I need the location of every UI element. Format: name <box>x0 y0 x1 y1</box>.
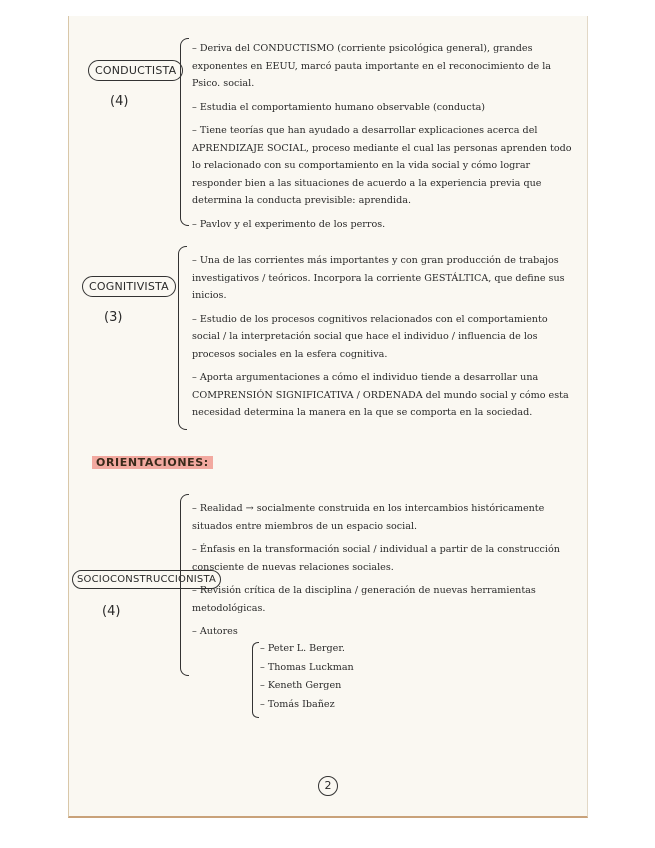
conductista-bullet-4: – Pavlov y el experimento de los perros. <box>192 218 386 230</box>
socioconstruccionista-bullet-4: – Autores <box>192 626 238 637</box>
cognitivista-bullet-1: – Una de las corrientes más importantes y con gran producción de trabajos investigativos / teóricos. Incorpora la corriente GESTÁLTICA, que define sus inicios. <box>192 255 565 301</box>
authors-list <box>260 640 420 714</box>
conductista-bullet-3: – Tiene teorías que han ayudado a desarrollar explicaciones acerca del APRENDIZAJE SOCIAL, proceso mediante el cual las personas aprenden todo lo relacionado con su comportamiento en la vida social y cómo lograr responder bien a las situaciones de acuerdo a la experiencia previa que determina la conducta previsible: aprendida. <box>192 125 572 206</box>
conductista-bullets <box>192 40 578 239</box>
socioconstruccionista-count: (4) <box>102 604 121 619</box>
cognitivista-bullets <box>192 252 578 428</box>
author-item: – Keneth Gergen <box>260 680 342 691</box>
socioconstruccionista-bullet-2: – Énfasis en la transformación social / individual a partir de la construcción consciente de nuevas relaciones sociales. <box>192 544 560 573</box>
cognitivista-bullet-2: – Estudio de los procesos cognitivos relacionados con el comportamiento social / la interpretación social que hace el individuo / influencia de los procesos sociales en la esfera cognitiva. <box>192 313 548 360</box>
conductista-bullet-2: – Estudia el comportamiento humano observable (conducta) <box>192 101 486 113</box>
socioconstruccionista-brace <box>180 494 189 676</box>
socioconstruccionista-label: SOCIOCONSTRUCCIONISTA <box>72 570 221 589</box>
conductista-brace <box>180 38 189 226</box>
cognitivista-brace <box>178 246 187 430</box>
conductista-label: CONDUCTISTA <box>88 60 183 81</box>
conductista-count: (4) <box>110 94 129 109</box>
socioconstruccionista-bullets <box>192 500 584 647</box>
socioconstruccionista-bullet-1: – Realidad → socialmente construida en los intercambios históricamente situados entre miembros de un espacio social. <box>192 503 545 532</box>
orientaciones-heading: ORIENTACIONES: <box>92 456 213 469</box>
author-item: – Thomas Luckman <box>260 661 354 673</box>
conductista-bullet-1: – Deriva del CONDUCTISMO (corriente psicológica general), grandes exponentes en EEUU, marcó pauta importante en el reconocimiento de la Psico. social. <box>192 43 551 89</box>
authors-brace <box>252 642 259 718</box>
author-item: – Peter L. Berger. <box>260 643 345 654</box>
cognitivista-label: COGNITIVISTA <box>82 276 176 297</box>
author-item: – Tomás Ibañez <box>260 698 335 710</box>
cognitivista-bullet-3: – Aporta argumentaciones a cómo el individuo tiende a desarrollar una COMPRENSIÓN SIGNIFICATIVA / ORDENADA del mundo social y cómo esta necesidad determina la manera en la que se comporta en la sociedad. <box>192 372 569 418</box>
socioconstruccionista-bullet-3: – Revisión crítica de la disciplina / generación de nuevas herramientas metodológicas. <box>192 585 536 614</box>
cognitivista-count: (3) <box>104 310 123 325</box>
page-number: 2 <box>318 776 338 796</box>
